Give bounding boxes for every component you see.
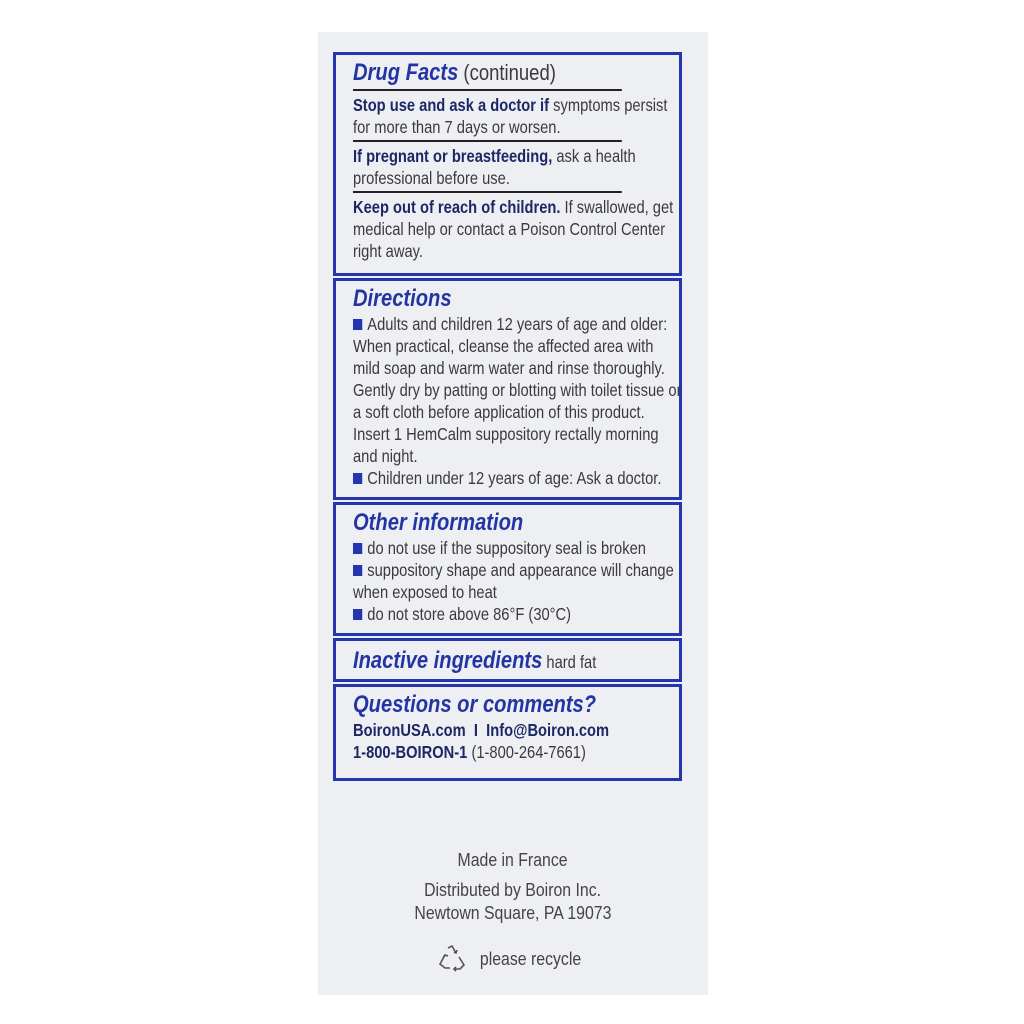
item-text: do not use if the suppository seal is broken — [367, 538, 646, 558]
stop-use-text: symptoms persist for more than 7 days or worsen. — [353, 95, 668, 137]
bullet-icon — [353, 319, 362, 330]
other-information-box — [333, 502, 682, 636]
divider — [353, 140, 622, 142]
distributor — [318, 880, 708, 901]
phone-line — [353, 741, 682, 763]
email-link[interactable]: Info@Boiron.com — [486, 720, 610, 740]
children-section — [353, 196, 682, 262]
contact-line — [353, 719, 682, 741]
bullet-icon — [353, 473, 362, 484]
info-item — [353, 603, 682, 625]
questions-heading: Questions or comments? — [353, 691, 597, 718]
title-suffix: (continued) — [458, 60, 556, 85]
stop-use-section — [353, 94, 682, 138]
info-item — [353, 537, 682, 559]
recycle-icon — [437, 944, 467, 977]
questions-box — [333, 684, 682, 781]
inactive-text: hard fat — [546, 652, 597, 672]
address — [318, 903, 708, 924]
item-text: Adults and children 12 years of age and older: When practical, cleanse the affected area with mild soap and warm water and rinse thoroughly. Gently dry by patting or blotting with toilet tissue or a soft cloth before application of this product. Insert 1 HemCalm suppository rectally morning and night. — [353, 314, 682, 466]
info-item — [353, 559, 682, 603]
address-text: Newtown Square, PA 19073 — [414, 903, 612, 923]
bullet-icon — [353, 543, 362, 554]
distributor-text: Distributed by Boiron Inc. — [424, 880, 602, 900]
website-link[interactable]: BoironUSA.com — [353, 720, 466, 740]
inactive-ingredients-box — [333, 638, 682, 682]
pregnant-text: ask a health professional before use. — [353, 146, 636, 188]
children-text: If swallowed, get medical help or contact a Poison Control Center right away. — [353, 197, 674, 261]
drug-facts-box — [333, 52, 682, 276]
made-in — [318, 850, 708, 871]
pregnant-label: If pregnant or breastfeeding, — [353, 146, 553, 166]
divider — [353, 89, 622, 91]
divider-text: I — [473, 720, 478, 740]
divider — [353, 191, 622, 193]
directions-item — [353, 313, 682, 467]
item-text: suppository shape and appearance will change when exposed to heat — [353, 560, 674, 602]
recycle-note — [318, 944, 708, 977]
phone-number: (1-800-264-7661) — [471, 742, 586, 762]
bullet-icon — [353, 609, 362, 620]
recycle-text: please recycle — [480, 949, 582, 970]
item-text: do not store above 86°F (30°C) — [367, 604, 572, 624]
inactive-heading: Inactive ingredients — [353, 647, 543, 674]
made-in-text: Made in France — [457, 850, 569, 870]
bullet-icon — [353, 565, 362, 576]
drug-facts-heading — [353, 59, 682, 87]
directions-box — [333, 278, 682, 500]
item-text: Children under 12 years of age: Ask a doctor. — [367, 468, 662, 488]
directions-item — [353, 467, 682, 489]
phone-vanity: 1-800-BOIRON-1 — [353, 742, 468, 762]
children-label: Keep out of reach of children. — [353, 197, 561, 217]
title: Drug Facts — [353, 59, 459, 86]
other-information-heading: Other information — [353, 509, 524, 536]
pregnant-section — [353, 145, 682, 189]
stop-use-label: Stop use and ask a doctor if — [353, 95, 550, 115]
directions-heading: Directions — [353, 285, 452, 312]
